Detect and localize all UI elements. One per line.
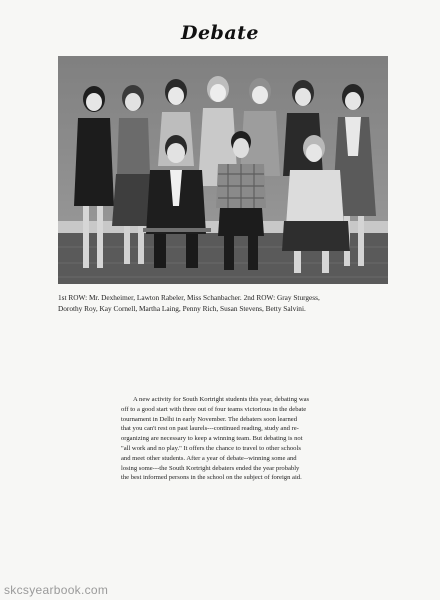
article-line: tournament in Delhi in early November. The debaters soon learned <box>121 415 298 423</box>
article-line: and meet other students. After a year of debate--winning some and <box>121 454 297 462</box>
article-line: "all work and no play." It offers the chance to travel to other schools <box>121 444 301 452</box>
group-photo-image <box>58 56 388 284</box>
caption-line: 1st ROW: Mr. Dexheimer, Lawton Rabeler, Miss Schanbacher. 2nd ROW: Gray Sturgess, <box>58 293 320 302</box>
caption-line: Dorothy Roy, Kay Cornell, Martha Laing, Penny Rich, Susan Stevens, Betty Salvini. <box>58 304 306 313</box>
article-line: A new activity for South Kortright students this year, debating was <box>133 396 310 403</box>
article-line: losing some---the South Kortright debaters ended the year probably <box>121 464 300 472</box>
article-line: that you can't rest on past laurels---continued reading, study and re- <box>121 425 299 433</box>
photo-caption <box>58 292 388 314</box>
page-title: Debate <box>180 22 260 44</box>
article-line: organizing are necessary to keep a winning team. But debating is not <box>121 435 303 443</box>
article-line: off to a good start with three out of four teams victorious in the debate <box>121 405 307 413</box>
article-body <box>121 395 366 483</box>
site-watermark: skcsyearbook.com <box>4 583 109 597</box>
article-line: the best informed persons in the school on the subject of foreign aid. <box>121 474 302 482</box>
group-photo <box>58 56 388 284</box>
